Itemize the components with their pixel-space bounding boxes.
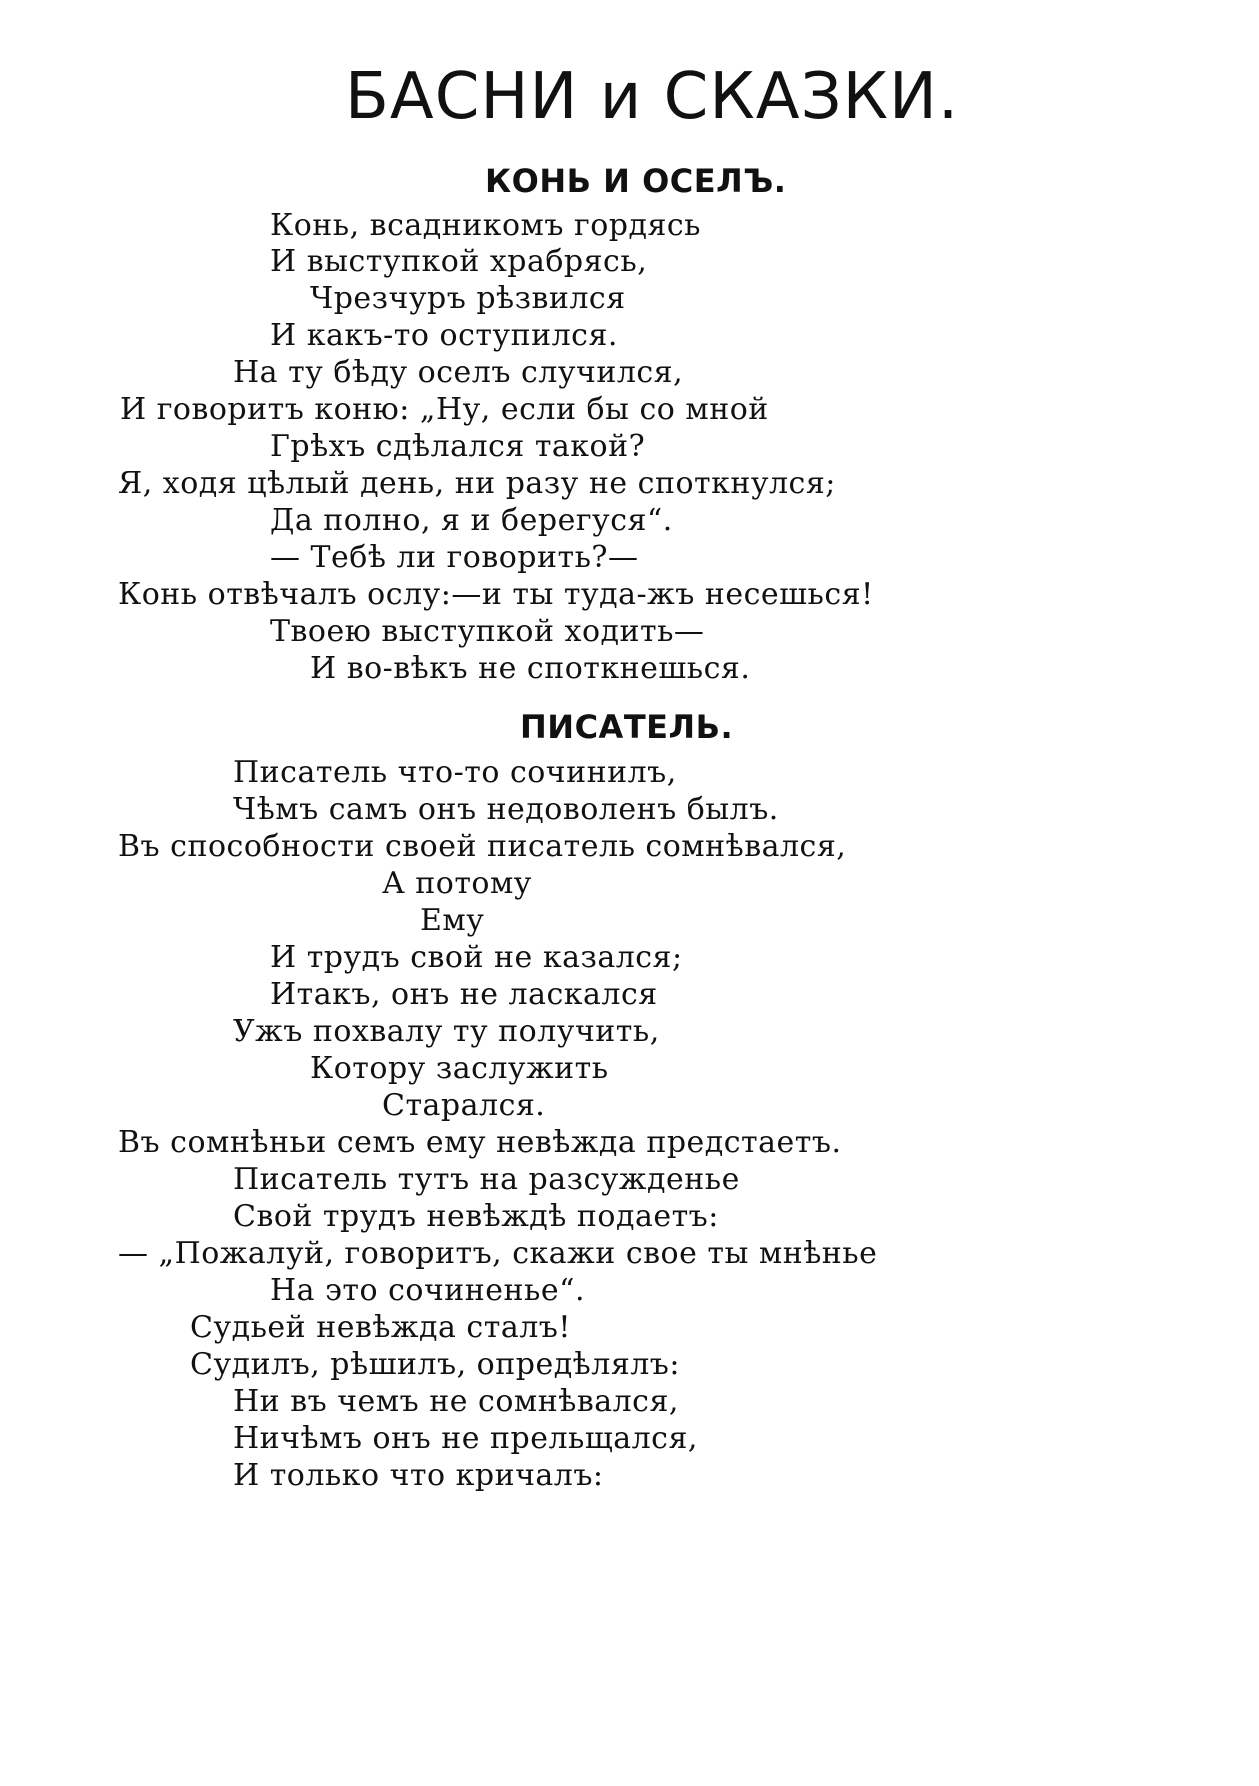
poem-line: — Тебѣ ли говорить?—	[270, 540, 639, 575]
book-title: БАСНИ и СКАЗКИ.	[345, 60, 960, 134]
poem-line: Въ способности своей писатель сомнѣвался,	[118, 829, 847, 864]
poem-line: И во-вѣкъ не споткнешься.	[310, 651, 751, 686]
poem-line: Я, ходя цѣлый день, ни разу не споткнулся;	[118, 466, 836, 501]
poem-line: Твоею выступкой ходить—	[270, 614, 705, 649]
poem-line: И говоритъ коню: „Ну, если бы со мной	[120, 392, 769, 427]
poem-line: Ему	[420, 903, 485, 938]
poem-line: Конь, всадникомъ гордясь	[270, 208, 702, 243]
poem-line: Грѣхъ сдѣлался такой?	[270, 429, 646, 464]
poem-line: Въ сомнѣньи семъ ему невѣжда предстаетъ.	[118, 1125, 842, 1160]
poem-line: — „Пожалуй, говоритъ, скажи свое ты мнѣнье	[118, 1236, 878, 1271]
poem-line: Писатель что-то сочинилъ,	[233, 755, 677, 790]
poem-title-kon-i-osel: КОНЬ И ОСЕЛЪ.	[485, 162, 787, 200]
poem-line: Судьей невѣжда сталъ!	[190, 1310, 571, 1345]
poem-line: Ужъ похвалу ту получить,	[233, 1014, 660, 1049]
poem-line: На это сочиненье“.	[270, 1273, 585, 1308]
poem-line: И выступкой храбрясь,	[270, 244, 648, 279]
poem-line: Свой трудъ невѣждѣ подаетъ:	[233, 1199, 719, 1234]
poem-line: Ни въ чемъ не сомнѣвался,	[233, 1384, 679, 1419]
poem-line: Писатель тутъ на разсужденье	[233, 1162, 740, 1197]
poem-line: Старался.	[382, 1088, 546, 1123]
poem-line: А потому	[382, 866, 532, 901]
poem-line: Конь отвѣчалъ ослу:—и ты туда-жъ несешься!	[118, 577, 874, 612]
poem-line: Чѣмъ самъ онъ недоволенъ былъ.	[233, 792, 779, 827]
poem-line: Ничѣмъ онъ не прельщался,	[233, 1421, 698, 1456]
poem-line: И только что кричалъ:	[233, 1458, 604, 1493]
poem-line: Судилъ, рѣшилъ, опредѣлялъ:	[190, 1347, 680, 1382]
poem-line: На ту бѣду оселъ случился,	[233, 355, 684, 390]
poem-line: Чрезчуръ рѣзвился	[310, 281, 626, 316]
poem-line: Итакъ, онъ не ласкался	[270, 977, 658, 1012]
poem-line: И какъ-то оступился.	[270, 318, 618, 353]
poem-title-pisatel: ПИСАТЕЛЬ.	[520, 708, 734, 746]
poem-line: Котору заслужить	[310, 1051, 609, 1086]
poem-line: И трудъ свой не казался;	[270, 940, 683, 975]
poem-line: Да полно, я и берегуся“.	[270, 503, 673, 538]
